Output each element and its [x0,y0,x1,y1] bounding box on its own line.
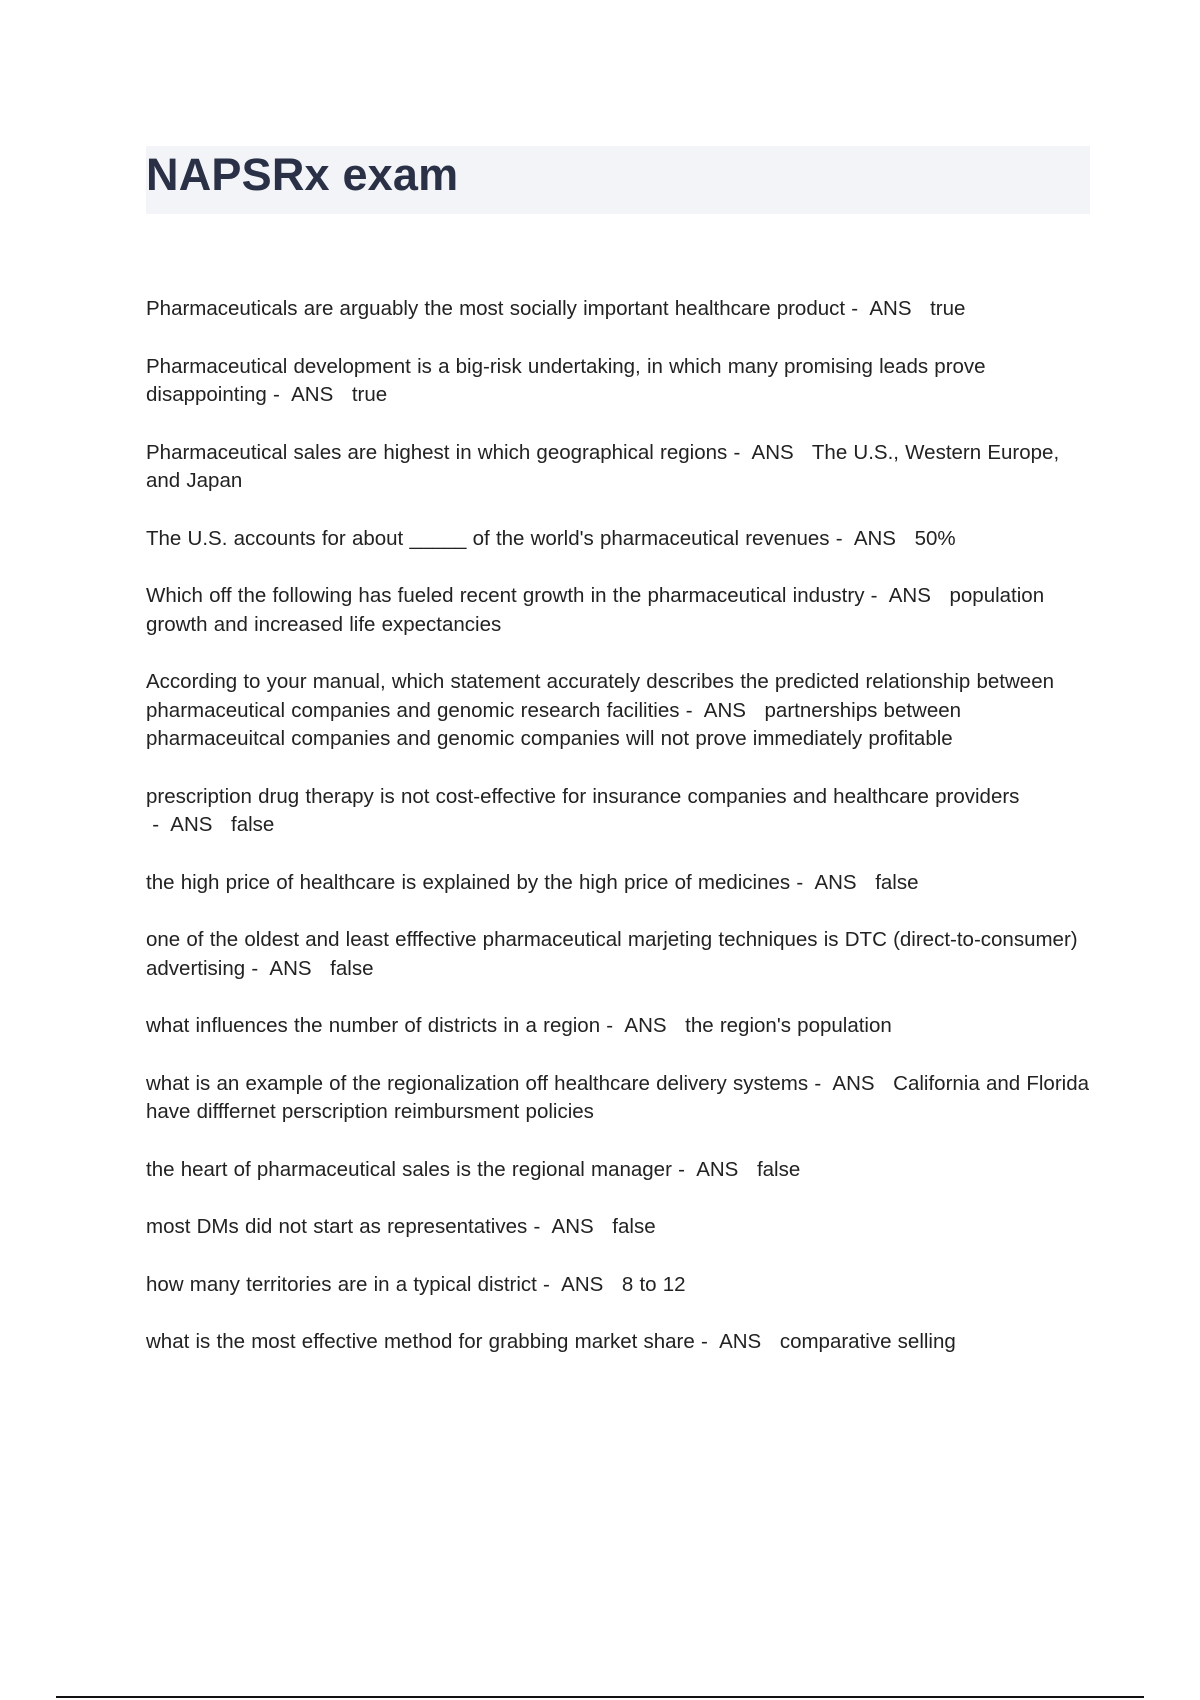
title-band [146,146,1090,214]
answer-separator: - ANS [694,1330,780,1353]
answer-text: 50% [914,526,956,550]
qa-item [146,439,1090,496]
answer-text: false [231,813,275,836]
answer-text: 8 to 12 [621,1272,686,1296]
question-text: the high price of healthcare is explained by the high price of medicines [146,870,791,894]
answer-text: partnerships between pharmaceuitcal companies and genomic companies will not prove immediately profitable [146,698,962,750]
answer-separator: - ANS [266,383,352,406]
qa-item [146,1213,1090,1242]
answer-separator: - ANS [790,870,876,894]
answer-separator: - ANS [600,1014,686,1037]
answer-separator: - ANS [864,584,950,607]
document-title: NAPSRx exam [146,149,459,200]
answer-text: The U.S., Western Europe, and Japan [146,440,1060,492]
footer-rule [56,1696,1144,1698]
qa-item [146,1070,1090,1127]
answer-text: California and Florida have difffernet perscription reimbursment policies [146,1071,1090,1123]
answer-separator: - ANS [245,956,331,980]
answer-separator: - ANS [727,440,812,464]
qa-item [146,926,1090,983]
answer-separator: - ANS [679,698,765,722]
question-text: what influences the number of districts in a region [146,1014,601,1037]
question-text: According to your manual, which statement accurately describes the predicted relationship between pharmaceutical companies and genomic research facilities [146,670,1054,722]
answer-separator: - ANS [808,1071,894,1095]
question-text: what is the most effective method for grabbing market share [146,1330,695,1353]
qa-item [146,582,1090,639]
answer-text: true [930,297,966,320]
question-text: Pharmaceuticals are arguably the most socially important healthcare product [146,297,846,320]
answer-text: false [330,956,374,980]
answer-text: false [756,1157,801,1181]
question-text: one of the oldest and least efffective pharmaceutical marjeting techniques is DTC (direct-to-consumer) advertising [146,928,1078,980]
qa-item [146,869,1090,898]
question-text: prescription drug therapy is not cost-effective for insurance companies and healthcare providers [146,784,1020,808]
qa-item [146,295,1090,324]
answer-text: the region's population [685,1014,892,1037]
answer-text: comparative selling [779,1330,956,1353]
question-text: most DMs did not start as representatives [146,1215,528,1238]
question-text: the heart of pharmaceutical sales is the regional manager [146,1157,672,1181]
qa-item [146,1012,1090,1041]
answer-separator: - ANS [146,813,232,836]
qa-item [146,668,1090,754]
answer-text: population growth and increased life expectancies [146,584,1045,636]
answer-separator: - ANS [829,526,915,550]
qa-list [146,295,1090,1386]
question-text: Pharmaceutical development is a big-risk undertaking, in which many promising leads prove disappointing [146,354,986,406]
qa-item [146,353,1090,410]
qa-item [146,783,1090,840]
answer-separator: - ANS [536,1272,622,1296]
qa-item [146,1156,1090,1185]
question-text: what is an example of the regionalization off healthcare delivery systems [146,1071,809,1095]
answer-separator: - ANS [671,1157,757,1181]
answer-text: false [875,870,919,894]
answer-text: false [612,1215,656,1238]
qa-item [146,1328,1090,1357]
answer-separator: - ANS [845,297,931,320]
question-text: Pharmaceutical sales are highest in which geographical regions [146,440,728,464]
question-text: how many territories are in a typical district [146,1272,537,1296]
qa-item [146,1271,1090,1300]
answer-separator: - ANS [527,1215,613,1238]
question-text: Which off the following has fueled recent growth in the pharmaceutical industry [146,584,865,607]
question-text: The U.S. accounts for about _____ of the world's pharmaceutical revenues [146,526,830,550]
answer-text: true [351,383,388,406]
qa-item [146,525,1090,554]
